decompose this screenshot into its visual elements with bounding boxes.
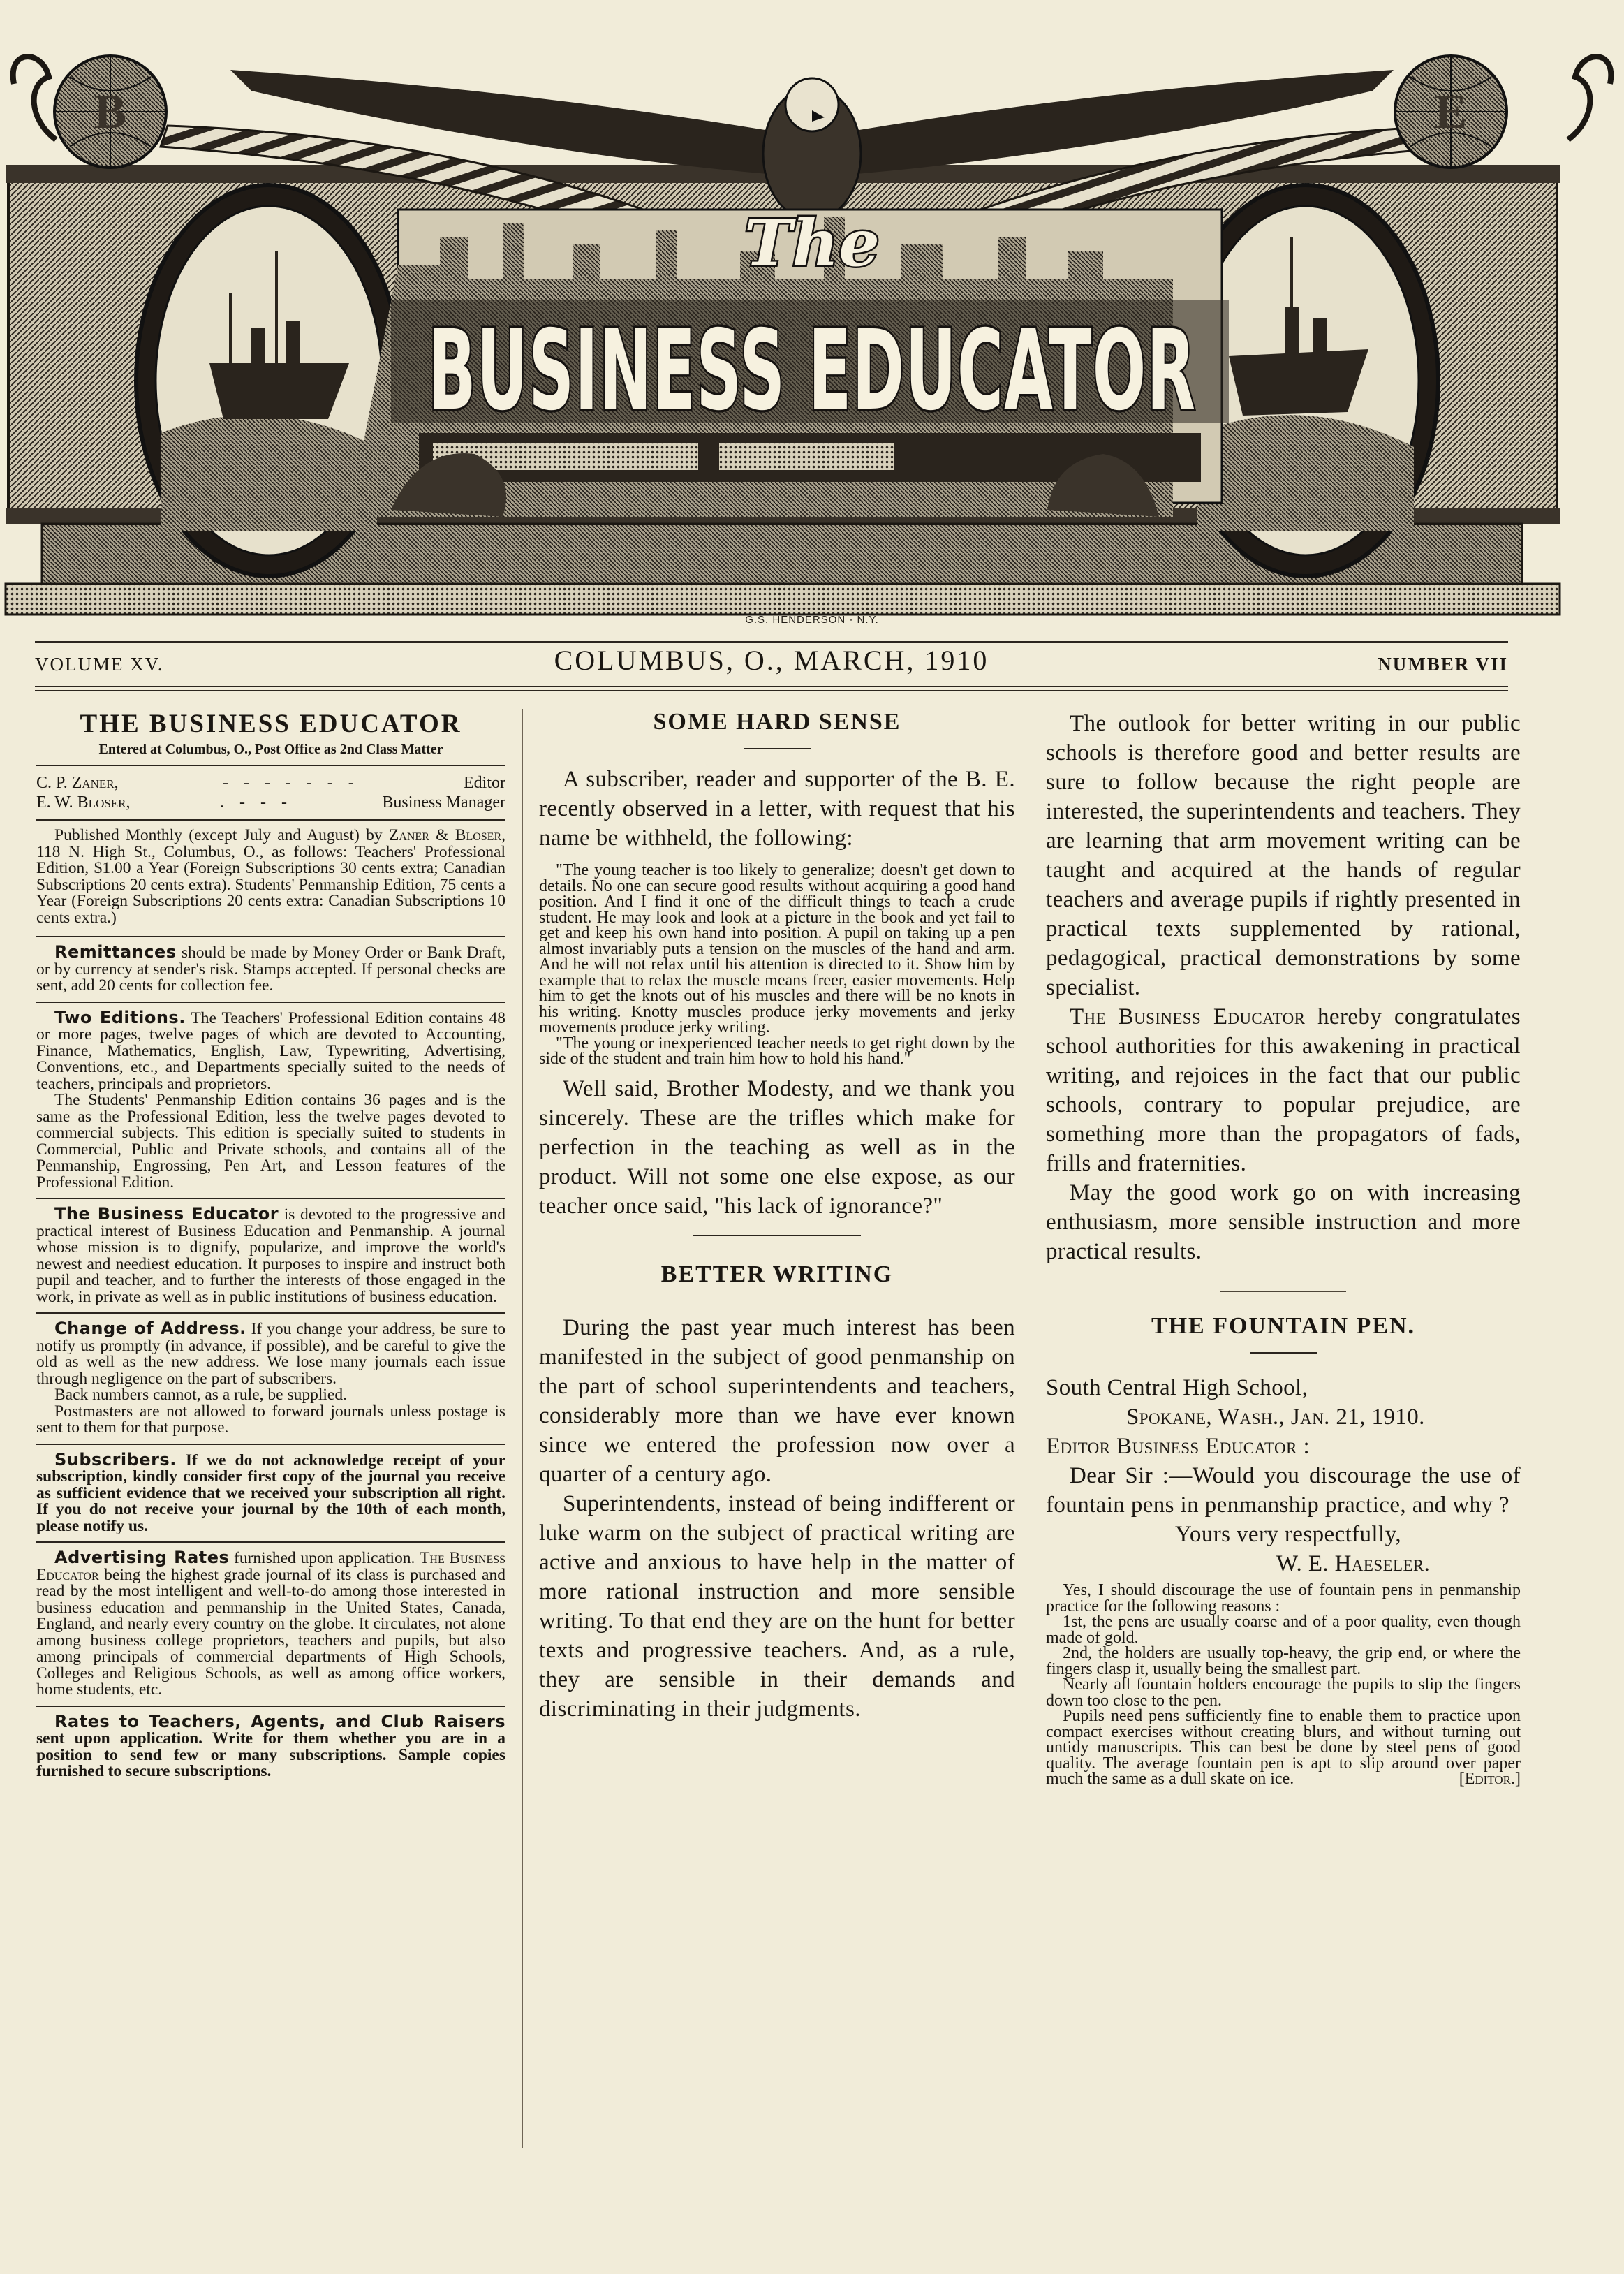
article-heading: THE FOUNTAIN PEN. <box>1151 1313 1416 1339</box>
advertising-section: Advertising Rates furnished upon application. The Business Educator being the highest grade journal of its class is purchased and read by the most intelligent and well-to-do among those interested in business education and penmanship in the United States, Canada, England, and nearly every country on the globe. It circulates, not alone among business college proprietors, teachers and pupils, but also among principals of commercial departments of High Schools, Colleges and Religious Schools, as well as among office workers, home students, etc. <box>36 1548 506 1699</box>
letter-closing: Yours very respectfully, <box>1175 1522 1401 1547</box>
article-paragraph: The outlook for better writing in our public schools is therefore good and better results are sure to follow because the right people are interested, the superintendents and teachers. They are learning that arm movement writing can be taught and acquired at the hands of regular teachers and average pupils if rightly presented in practical texts supplemented by rational, pedagogical, practical demonstrations by some specialist. <box>1046 711 1521 1000</box>
ship-icon <box>209 363 349 419</box>
article-heading: SOME HARD SENSE <box>653 709 901 735</box>
quoted-letter: "The young or inexperienced teacher needs to get right down by the side of the student and train him how to hold his hand." <box>539 1034 1015 1068</box>
article-heading: BETTER WRITING <box>660 1261 894 1287</box>
article-paragraph: May the good work go on with increasing enthusiasm, more sensible instruction and more practical results. <box>1046 1180 1521 1264</box>
staff-row: E. W. Bloser, . - - - Business Manager <box>36 793 505 812</box>
masthead-the: The <box>744 205 880 281</box>
column-divider <box>522 709 523 2148</box>
top-rule <box>35 641 1508 643</box>
volume: VOLUME XV. <box>35 654 164 675</box>
svg-text:B: B <box>94 85 127 139</box>
article-paragraph: Well said, Brother Modesty, and we thank you sincerely. These are the trifles which make for perfection in the teaching as well as in the product. Will not some one else expose, as our teacher once said, "his lack of ignorance?" <box>539 1076 1015 1219</box>
issue-number: NUMBER VII <box>1378 654 1508 675</box>
masthead-title: BUSINESS EDUCATOR <box>428 307 1196 435</box>
dateline-rule <box>35 686 1508 687</box>
editor-reply: 1st, the pens are usually coarse and of a poor quality, even though made of gold. <box>1046 1613 1521 1647</box>
quoted-letter: "The young teacher is too likely to generalize; doesn't get down to details. No one can secure good results without acquiring a good hand position. And I find it one of the difficult things to teach a crude student. He may look and look at a picture in the book and yet fail to get and keep his own hand into position. A pupil on taking up a pen almost invariably puts a tension on the muscles of the hand and arm. And he will not relax until his attention is directed to it. Show him by example that to relax the muscle means freer, easier movements. Help him to get the knots out of his muscles and there will be no knots in his writing. Knotty muscles produce jerky movements and jerky movements produce jerky writing. <box>539 861 1015 1036</box>
letter-signature: W. E. Haeseler. <box>1276 1551 1431 1576</box>
editor-reply: 2nd, the holders are usually top-heavy, the grip end, or where the fingers clasp it, usually being the smallest part. <box>1046 1644 1521 1678</box>
letter-addressee: Editor Business Educator : <box>1046 1434 1311 1459</box>
article-paragraph: Superintendents, instead of being indifferent or luke warm on the subject of practical writing are active and anxious to have help in the matter of more rational instruction and more sensible writing. To that end they are on the hunt for better texts and progressive teachers. And, as a rule, they are sensible in their demands and discriminating in their judgments. <box>539 1490 1015 1722</box>
fountain-pen-column <box>1046 709 1521 1787</box>
editor-reply: Pupils need pens sufficiently fine to enable them to practice upon compact exercises without creating blurs, and without turning out untidy manuscripts. This can best be done by steel pens of good quality. The average fountain pen is apt to slip around over paper much the same as a dull skate on ice. [Editor.] <box>1046 1707 1521 1788</box>
masthead-info-column: THE BUSINESS EDUCATOR Entered at Columbus, O., Post Office as 2nd Class Matter C. P. Zaner, - - - - - - - Editor E. W. Bloser, . - - - Business Manager Published Monthly (except July and August) by Zaner & Bloser, 118 N. High St., Columbus, O., as follows: Teachers' Professional Edition, $1.00 a Year (Foreign Subscriptions 30 cents extra; Canadian Subscriptions 20 cents extra). Students' Penmanship Edition, 75 cents a Year (Foreign Subscriptions 20 cents extra: Canadian Subscriptions 10 cents extra.) Remittances should be made by Money Order or Bank Draft, or by currency at sender's risk. Stamps accepted. If personal checks are sent, add 20 cents for collection fee. Two Editions. The Teachers' Professional Edition contains 48 or more pages, twelve pages of which are devoted to Accounting, Finance, Mathematics, English, Law, Typewriting, Advertising, Conventions, etc., and Departments specially suited to the needs of teachers, principals and proprietors. The Students' Penmanship Edition contains 36 pages and is the same as the Professional Edition, less the twelve pages devoted to commercial subjects. This edition is specially suited to students in Commercial, Public and Private schools, and contains all of the Penmanship, Engrossing, Pen Art, and Lesson features of the Professional Edition. The Business Educator is devoted to the progressive and practical interest of Business Education and Penmanship. A journal whose mission is to dignify, popularize, and improve the world's newest and neediest education. It purposes to inspire and instruct both pupil and teacher, and to further the interests of those engaged in the work, in private as well as in public institutions of business education. Change of Address. If you change your address, be sure to notify us promptly (in advance, if possible), and be careful to give the old as well as the new address. We lose many journals each issue through negligence on the part of subscribers. Back numbers cannot, as a rule, be supplied. Postmasters are not allowed to forward journals unless postage is sent to them for that purpose. Subscribers. If we do not acknowledge receipt of your subscription, kindly consider first copy of the journal you receive as sufficient evidence that we received your subscription all right. If you do not receive your journal by the 10th of each month, please notify us. Advertising Rates furnished upon application. The Business Educator being the highest grade journal of its class is purchased and read by the most intelligent and well-to-do among those interested in business education and penmanship in the United States, Canada, England, and nearly every country on the globe. It circulates, not alone among business college proprietors, teachers and pupils, but also among principals of commercial departments of High Schools, Colleges and Religious Schools, as well as among office workers, home students, etc. Rates to Teachers, Agents, and Club Raisers sent upon application. Write for them whether you are in a position to send few or many subscriptions. Sample copies furnished to secure subscriptions. <box>36 710 506 1780</box>
letter-location-date: Spokane, Wash., Jan. 21, 1910. <box>1126 1404 1425 1430</box>
right-globe-icon <box>1395 56 1611 168</box>
journal-title: THE BUSINESS EDUCATOR <box>80 710 462 738</box>
subscribers-section: Subscribers. If we do not acknowledge receipt of your subscription, kindly consider first copy of the journal you receive as sufficient evidence that we received your subscription all right. If you do not receive your journal by the 10th of each month, please notify us. <box>36 1449 505 1535</box>
letter-school: South Central High School, <box>1046 1375 1308 1400</box>
postal-entry: Entered at Columbus, O., Post Office as 2nd Class Matter <box>98 742 443 757</box>
editor-signoff: [Editor.] <box>1459 1770 1521 1788</box>
dateline <box>35 644 1508 679</box>
left-ship-medallion <box>136 185 401 576</box>
masthead-engraving <box>0 0 1624 629</box>
editor-reply: Nearly all fountain holders encourage the pupils to slip the fingers down too close to the pen. <box>1046 1675 1521 1710</box>
publication-info: Published Monthly (except July and August) by Zaner & Bloser, 118 N. High St., Columbus, O., as follows: Teachers' Professional Edition, $1.00 a Year (Foreign Subscriptions 30 cents extra; Canadian Subscriptions 20 cents extra). Students' Penmanship Edition, 75 cents a Year (Foreign Subscriptions 20 cents extra: Canadian Subscriptions 10 cents extra.) <box>36 826 505 927</box>
letter-body: Dear Sir :—Would you discourage the use of fountain pens in penmanship practice, and why ? <box>1046 1463 1521 1518</box>
svg-text:E: E <box>1434 85 1468 139</box>
ship-icon <box>1229 349 1368 416</box>
article-paragraph: The Business Educator hereby congratulates school authorities for this awakening in practical writing, and rejoices in the fact that our public schools, contrary to popular prejudice, are something more than the propagators of fads, frills and fraternities. <box>1046 1004 1521 1176</box>
masthead <box>0 0 1624 629</box>
editorial-column <box>539 709 1015 1724</box>
staff-list <box>36 773 505 812</box>
engraver-credit: G.S. HENDERSON - N.Y. <box>745 614 879 626</box>
remittances-section: Remittances should be made by Money Order or Bank Draft, or by currency at sender's risk. Stamps accepted. If personal checks are sent, add 20 cents for collection fee. <box>36 942 505 995</box>
editions-section: Two Editions. The Teachers' Professional Edition contains 48 or more pages, twelve pages of which are devoted to Accounting, Finance, Mathematics, English, Law, Typewriting, Advertising, Conventions, etc., and Departments specially suited to the needs of teachers, principals and proprietors. <box>36 1007 505 1093</box>
left-globe-icon <box>13 56 166 168</box>
article-paragraph: During the past year much interest has been manifested in the subject of good penmanship on the part of school superintendents and teachers, considerably more than we have ever known since we entered the profession now over a quarter of a century ago. <box>539 1314 1015 1487</box>
article-paragraph: A subscriber, reader and supporter of the B. E. recently observed in a letter, with request that his name be withheld, the following: <box>539 767 1015 851</box>
masthead-base-band <box>6 584 1560 615</box>
mission-section: The Business Educator is devoted to the progressive and practical interest of Business Education and Penmanship. A journal whose mission is to dignify, popularize, and improve the world's newest and neediest education. It purposes to inspire and instruct both pupil and teacher, and to further the interests of those engaged in the work, in private as well as in public institutions of business education. <box>36 1204 505 1306</box>
change-of-address-section: Change of Address. If you change your address, be sure to notify us promptly (in advance, if possible), and be careful to give the old as well as the new address. We lose many journals each issue through negligence on the part of subscribers. <box>36 1319 506 1388</box>
city-date: COLUMBUS, O., MARCH, 1910 <box>554 645 989 676</box>
staff-row: C. P. Zaner, - - - - - - - Editor <box>36 774 505 792</box>
editor-reply: Yes, I should discourage the use of fountain pens in penmanship practice for the following reasons : <box>1046 1581 1521 1615</box>
rates-section: Rates to Teachers, Agents, and Club Raisers sent upon application. Write for them whether you are in a position to send few or many subscriptions. Sample copies furnished to secure subscriptions. <box>36 1711 505 1780</box>
